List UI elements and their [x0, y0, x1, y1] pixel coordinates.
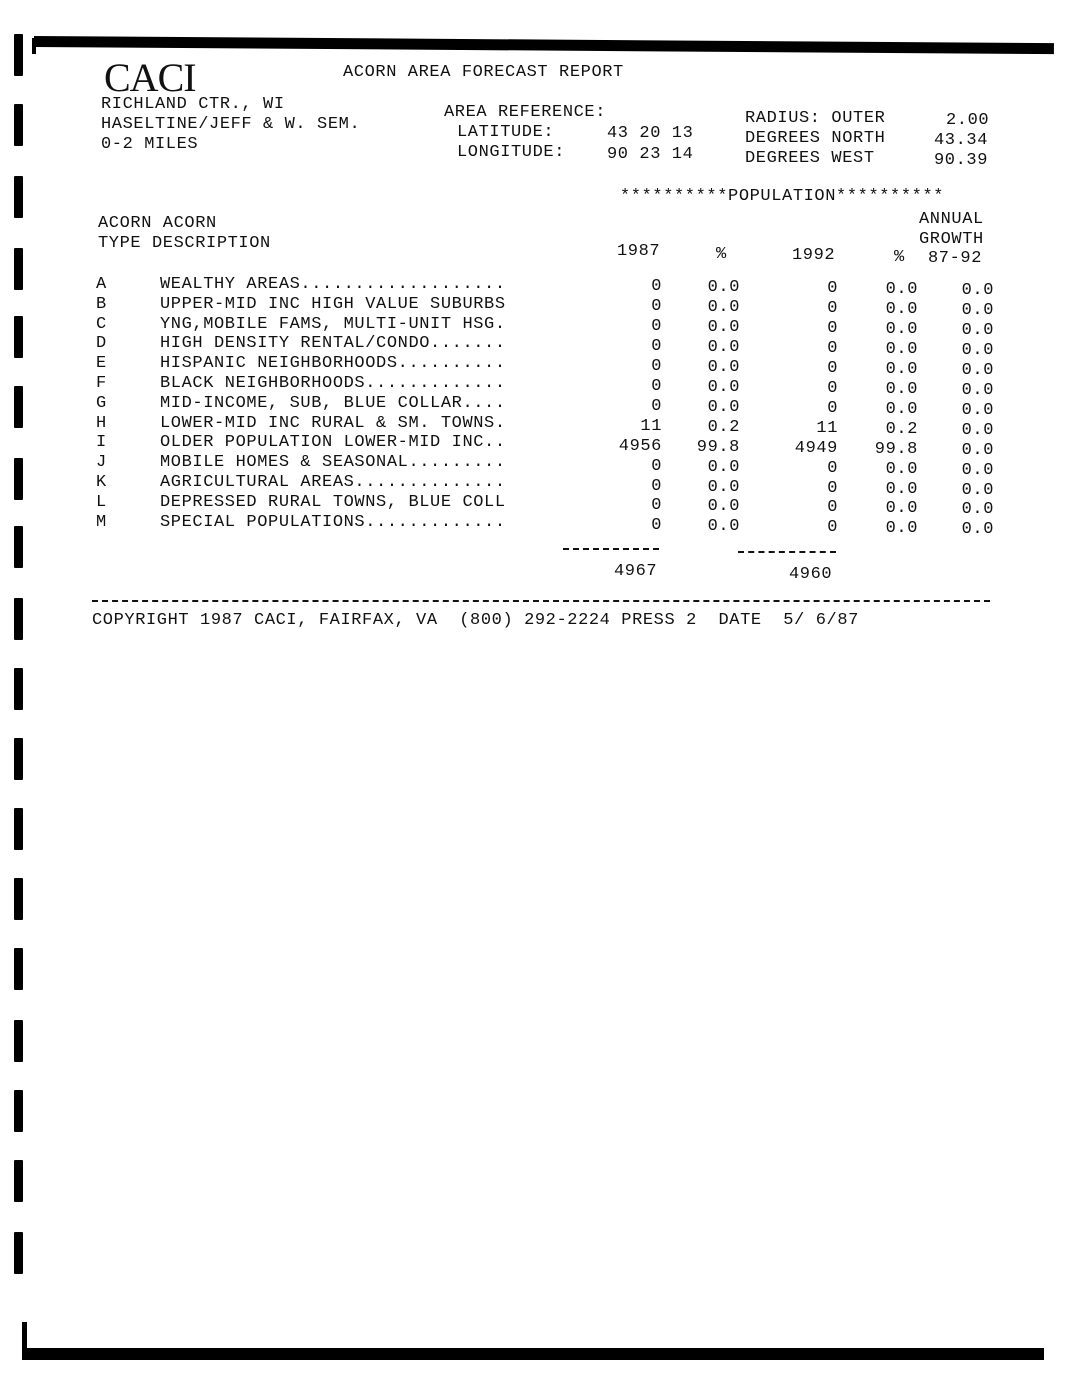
table-row: [96, 512, 1006, 540]
population-banner: **********POPULATION**********: [620, 187, 945, 206]
row-code: D: [96, 334, 107, 354]
row-annual-growth: 0.0: [961, 380, 994, 400]
col-1987-header: 1987: [617, 242, 661, 261]
binder-hole: [14, 1232, 23, 1274]
col-pct-1987-header: %: [716, 245, 727, 264]
row-percent-1987: 0.0: [707, 377, 740, 397]
row-population-1987: 0: [651, 376, 662, 396]
row-annual-growth: 0.0: [961, 460, 994, 480]
top-border-rule: [34, 36, 1054, 54]
binder-hole: [14, 878, 23, 920]
row-annual-growth: 0.0: [961, 420, 994, 440]
row-percent-1992: 99.8: [874, 439, 918, 459]
binder-hole: [14, 34, 23, 76]
table-row: [96, 294, 1006, 320]
row-description: SPECIAL POPULATIONS.............: [160, 512, 506, 532]
col-growth-header-2: GROWTH: [919, 230, 984, 249]
row-code: H: [96, 413, 107, 433]
row-population-1992: 0: [827, 378, 838, 398]
table-row: [96, 334, 1006, 360]
total-underline-1992: [738, 551, 836, 553]
table-row: [96, 393, 1006, 420]
table-row: [96, 433, 1006, 460]
row-annual-growth: 0.0: [961, 281, 994, 300]
table-row: [96, 453, 1006, 480]
row-population-1987: 0: [651, 296, 662, 316]
row-annual-growth: 0.0: [961, 480, 994, 500]
table-row: [96, 275, 1006, 300]
row-population-1987: 0: [651, 396, 662, 416]
binder-hole: [14, 1020, 23, 1062]
degrees-north-label: DEGREES NORTH: [745, 129, 886, 148]
row-population-1992: 0: [827, 318, 838, 338]
row-population-1992: 0: [827, 279, 838, 298]
table-row: [96, 374, 1006, 400]
row-code: M: [96, 512, 107, 532]
row-percent-1987: 0.0: [707, 517, 740, 537]
row-population-1992: 0: [827, 358, 838, 378]
row-percent-1992: 0.0: [885, 339, 918, 359]
table-row: [96, 473, 1006, 500]
row-description: BLACK NEIGHBORHOODS.............: [160, 374, 506, 393]
row-population-1987: 0: [651, 277, 662, 296]
row-population-1987: 0: [651, 496, 662, 516]
row-population-1992: 4949: [794, 438, 838, 458]
caci-logo: CACI: [104, 55, 196, 100]
row-code: B: [96, 294, 107, 314]
row-percent-1992: 0.0: [885, 499, 918, 519]
row-population-1992: 0: [827, 518, 838, 538]
row-annual-growth: 0.0: [961, 400, 994, 420]
row-percent-1992: 0.0: [885, 479, 918, 499]
binder-hole: [14, 458, 23, 500]
row-population-1992: 0: [827, 478, 838, 498]
row-population-1992: 0: [827, 498, 838, 518]
degrees-west-value: 90.39: [934, 151, 989, 170]
row-description: OLDER POPULATION LOWER-MID INC..: [160, 433, 506, 453]
row-code: E: [96, 354, 107, 374]
row-code: A: [96, 275, 107, 294]
row-description: HISPANIC NEIGHBORHOODS..........: [160, 354, 506, 374]
degrees-west-label: DEGREES WEST: [745, 149, 875, 168]
row-annual-growth: 0.0: [961, 360, 994, 380]
row-percent-1992: 0.2: [885, 419, 918, 439]
location-line-3: 0-2 MILES: [101, 135, 199, 154]
row-population-1987: 11: [640, 416, 662, 436]
radius-label: RADIUS: OUTER: [745, 109, 886, 128]
row-percent-1987: 0.0: [707, 477, 740, 497]
row-percent-1992: 0.0: [885, 299, 918, 319]
row-percent-1992: 0.0: [885, 319, 918, 339]
row-description: UPPER-MID INC HIGH VALUE SUBURBS: [160, 294, 506, 314]
binder-hole: [14, 948, 23, 990]
row-population-1987: 0: [651, 476, 662, 496]
degrees-north-value: 43.34: [934, 131, 989, 150]
total-1987: 4967: [614, 562, 658, 581]
row-annual-growth: 0.0: [961, 500, 994, 520]
binder-hole: [14, 316, 23, 358]
row-description: LOWER-MID INC RURAL & SM. TOWNS.: [160, 413, 506, 433]
row-percent-1987: 0.2: [707, 417, 740, 437]
row-population-1987: 0: [651, 516, 662, 536]
row-population-1992: 0: [827, 298, 838, 318]
row-percent-1987: 0.0: [707, 278, 740, 297]
row-code: K: [96, 473, 107, 492]
row-annual-growth: 0.0: [961, 520, 994, 540]
binder-hole: [14, 248, 23, 290]
row-percent-1992: 0.0: [885, 519, 918, 539]
radius-value: 2.00: [946, 111, 990, 130]
row-annual-growth: 0.0: [961, 340, 994, 360]
row-percent-1992: 0.0: [885, 280, 918, 299]
longitude-label: LONGITUDE:: [457, 143, 566, 162]
row-description: DEPRESSED RURAL TOWNS, BLUE COLL: [160, 492, 506, 512]
binder-hole: [14, 1160, 23, 1202]
row-description: MOBILE HOMES & SEASONAL.........: [160, 453, 506, 473]
row-percent-1992: 0.0: [885, 459, 918, 479]
total-underline-1987: [563, 548, 659, 550]
row-description: WEALTHY AREAS...................: [160, 275, 506, 294]
row-description: HIGH DENSITY RENTAL/CONDO.......: [160, 334, 506, 354]
binder-hole: [14, 526, 23, 568]
location-line-2: HASELTINE/JEFF & W. SEM.: [101, 115, 361, 134]
row-population-1992: 0: [827, 458, 838, 478]
binder-hole: [14, 668, 23, 710]
binder-hole: [14, 104, 23, 146]
table-row: [96, 314, 1006, 340]
location-line-1: RICHLAND CTR., WI: [101, 95, 285, 114]
col-acorn-type: ACORN ACORN: [98, 214, 217, 233]
col-pct-1992-header: %: [894, 248, 905, 267]
binder-hole: [14, 1090, 23, 1132]
row-population-1987: 0: [651, 316, 662, 336]
row-code: C: [96, 314, 107, 334]
copyright-line: COPYRIGHT 1987 CACI, FAIRFAX, VA (800) 292-2224 PRESS 2 DATE 5/ 6/87: [92, 611, 859, 630]
report-title: ACORN AREA FORECAST REPORT: [343, 63, 624, 82]
row-population-1987: 0: [651, 456, 662, 476]
row-percent-1987: 0.0: [707, 337, 740, 357]
row-population-1987: 4956: [618, 436, 662, 456]
row-percent-1987: 99.8: [696, 437, 740, 457]
row-population-1992: 0: [827, 398, 838, 418]
latitude-label: LATITUDE:: [457, 123, 555, 142]
row-population-1987: 0: [651, 336, 662, 356]
row-percent-1987: 0.0: [707, 397, 740, 417]
row-population-1992: 0: [827, 338, 838, 358]
row-code: F: [96, 374, 107, 393]
col-type-description: TYPE DESCRIPTION: [98, 234, 271, 253]
top-border-corner: [32, 38, 36, 54]
row-annual-growth: 0.0: [961, 320, 994, 340]
row-code: L: [96, 492, 107, 512]
bottom-border-rule: [22, 1348, 1044, 1360]
row-population-1992: 11: [816, 418, 838, 438]
col-growth-header-3: 87-92: [928, 249, 983, 268]
row-percent-1992: 0.0: [885, 379, 918, 399]
binder-hole: [14, 386, 23, 428]
total-1992: 4960: [789, 565, 833, 584]
bottom-border-corner: [22, 1322, 27, 1358]
binder-hole: [14, 738, 23, 780]
row-percent-1987: 0.0: [707, 497, 740, 517]
row-annual-growth: 0.0: [961, 440, 994, 460]
row-code: I: [96, 433, 107, 453]
longitude-value: 90 23 14: [607, 145, 694, 164]
binder-hole: [14, 808, 23, 850]
row-code: J: [96, 453, 107, 473]
table-row: [96, 354, 1006, 380]
row-population-1987: 0: [651, 356, 662, 376]
table-row: [96, 492, 1006, 520]
area-reference-label: AREA REFERENCE:: [444, 103, 607, 122]
row-percent-1992: 0.0: [885, 399, 918, 419]
footer-rule: [92, 600, 990, 602]
row-percent-1987: 0.0: [707, 297, 740, 317]
row-description: AGRICULTURAL AREAS..............: [160, 473, 506, 492]
col-growth-header-1: ANNUAL: [919, 210, 984, 229]
row-percent-1987: 0.0: [707, 317, 740, 337]
row-percent-1987: 0.0: [707, 357, 740, 377]
latitude-value: 43 20 13: [607, 124, 694, 143]
row-percent-1992: 0.0: [885, 359, 918, 379]
row-annual-growth: 0.0: [961, 300, 994, 320]
row-description: MID-INCOME, SUB, BLUE COLLAR....: [160, 393, 506, 413]
binder-hole: [14, 176, 23, 218]
binder-hole: [14, 598, 23, 640]
row-percent-1987: 0.0: [707, 457, 740, 477]
row-description: YNG,MOBILE FAMS, MULTI-UNIT HSG.: [160, 314, 506, 334]
row-code: G: [96, 393, 107, 413]
col-1992-header: 1992: [792, 246, 836, 265]
table-row: [96, 413, 1006, 440]
